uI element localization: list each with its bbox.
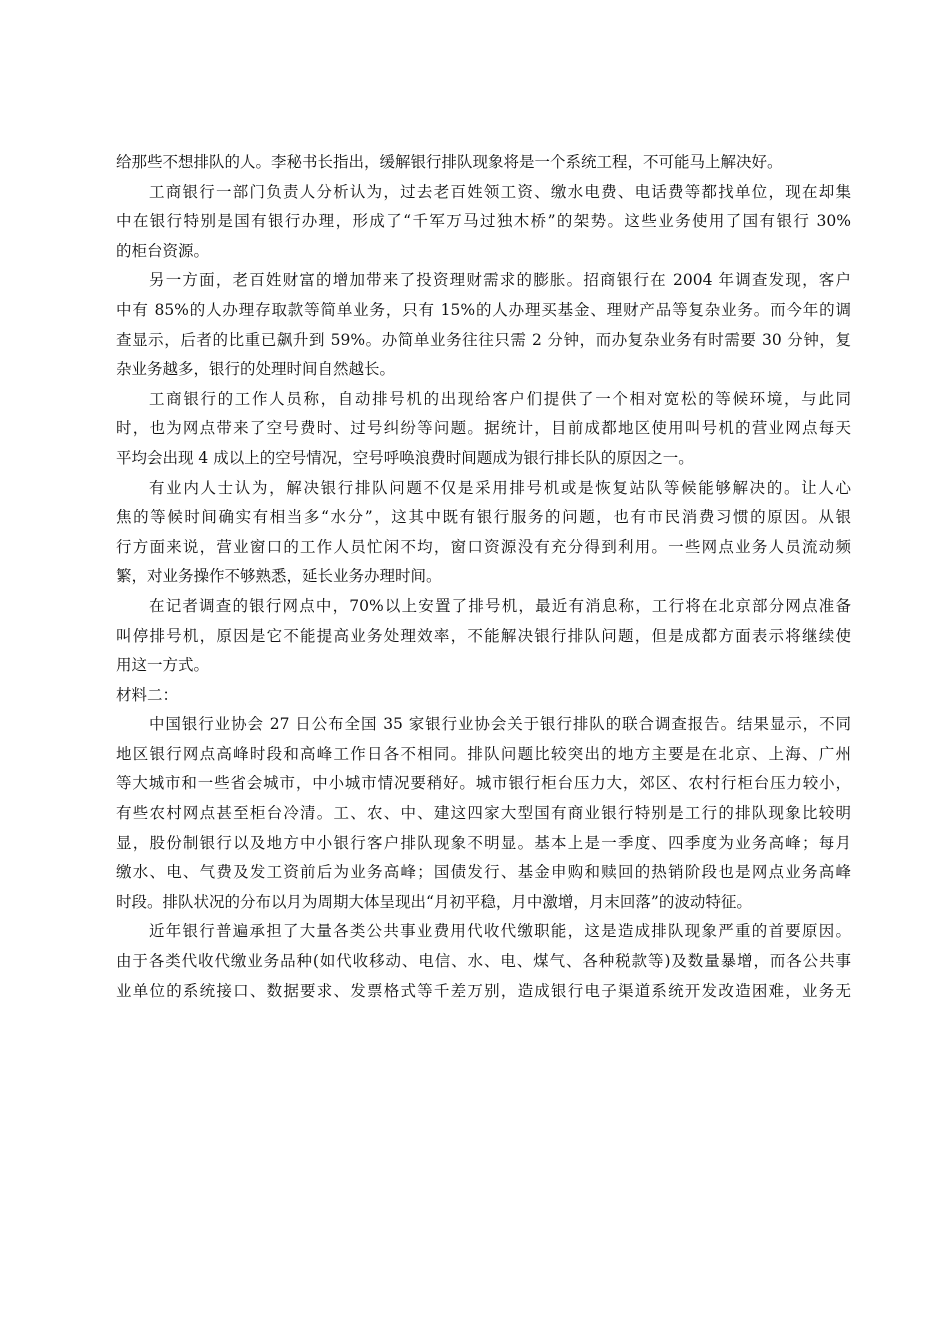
text-line: 工商银行一部门负责人分析认为，过去老百姓领工资、缴水电费、电话费等都找单位，现在却集 — [149, 182, 851, 201]
text-line: 中在银行特别是国有银行办理，形成了“千军万马过独木桥”的架势。这些业务使用了国有银行 30% — [116, 212, 851, 231]
text-line: 工商银行的工作人员称，自动排号机的出现给客户们提供了一个相对宽松的等候环境，与此同 — [149, 389, 851, 408]
text-line: 查显示，后者的比重已飙升到 59%。办简单业务往往只需 2 分钟，而办复杂业务有时需要 30 分钟，复 — [116, 330, 851, 349]
text-line: 有些农村网点甚至柜台冷清。工、农、中、建这四家大型国有商业银行特别是工行的排队现象比较明 — [116, 804, 851, 823]
text-line: 行方面来说，营业窗口的工作人员忙闲不均，窗口资源没有充分得到利用。一些网点业务人员流动频 — [116, 537, 851, 556]
text-line: 焦的等候时间确实有相当多“水分”，这其中既有银行服务的问题，也有市民消费习惯的原因。从银 — [116, 508, 851, 527]
text-line: 中有 85%的人办理存取款等简单业务，只有 15%的人办理买基金、理财产品等复杂业务。而今年的调 — [116, 300, 851, 319]
text-line: 显，股份制银行以及地方中小银行客户排队现象不明显。基本上是一季度、四季度为业务高峰；每月 — [116, 833, 851, 852]
text-line: 在记者调查的银行网点中，70%以上安置了排号机，最近有消息称，工行将在北京部分网点准备 — [149, 596, 851, 615]
text-line: 近年银行普遍承担了大量各类公共事业费用代收代缴职能，这是造成排队现象严重的首要原因。 — [149, 922, 851, 941]
text-line: 的柜台资源。 — [116, 241, 210, 260]
text-line: 繁，对业务操作不够熟悉，延长业务办理时间。 — [116, 567, 442, 586]
text-line: 平均会出现 4 成以上的空号情况，空号呼唤浪费时间题成为银行排长队的原因之一。 — [116, 448, 694, 467]
text-line: 用这一方式。 — [116, 656, 210, 675]
text-line: 有业内人士认为，解决银行排队问题不仅是采用排号机或是恢复站队等候能够解决的。让人心 — [149, 478, 851, 497]
text-line: 另一方面，老百姓财富的增加带来了投资理财需求的膨胀。招商银行在 2004 年调查发现，客户 — [149, 271, 851, 290]
document-page — [116, 148, 851, 1006]
text-line: 时段。排队状况的分布以月为周期大体呈现出“月初平稳，月中激增，月末回落”的波动特征。 — [116, 892, 752, 911]
text-line: 叫停排号机，原因是它不能提高业务处理效率，不能解决银行排队问题，但是成都方面表示将继续使 — [116, 626, 851, 645]
section-heading: 材料二： — [116, 685, 179, 704]
text-line: 杂业务越多，银行的处理时间自然越长。 — [116, 360, 396, 379]
text-line: 缴水、电、气费及发工资前后为业务高峰；国债发行、基金申购和赎回的热销阶段也是网点业务高峰 — [116, 863, 851, 882]
text-line: 业单位的系统接口、数据要求、发票格式等千差万别，造成银行电子渠道系统开发改造困难，业务无 — [116, 981, 851, 1000]
text-line: 等大城市和一些省会城市，中小城市情况要稍好。城市银行柜台压力大，郊区、农村行柜台压力较小， — [116, 774, 851, 793]
text-line: 中国银行业协会 27 日公布全国 35 家银行业协会关于银行排队的联合调查报告。结果显示，不同 — [149, 715, 851, 734]
text-line: 给那些不想排队的人。李秘书长指出，缓解银行排队现象将是一个系统工程，不可能马上解决好。 — [116, 153, 783, 171]
text-line: 地区银行网点高峰时段和高峰工作日各不相同。排队问题比较突出的地方主要是在北京、上海、广州 — [116, 744, 851, 763]
text-line: 由于各类代收代缴业务品种(如代收移动、电信、水、电、煤气、各种税款等)及数量暴增，而各公共事 — [116, 952, 851, 971]
text-line: 时，也为网点带来了空号费时、过号纠纷等问题。据统计，目前成都地区使用叫号机的营业网点每天 — [116, 419, 851, 438]
